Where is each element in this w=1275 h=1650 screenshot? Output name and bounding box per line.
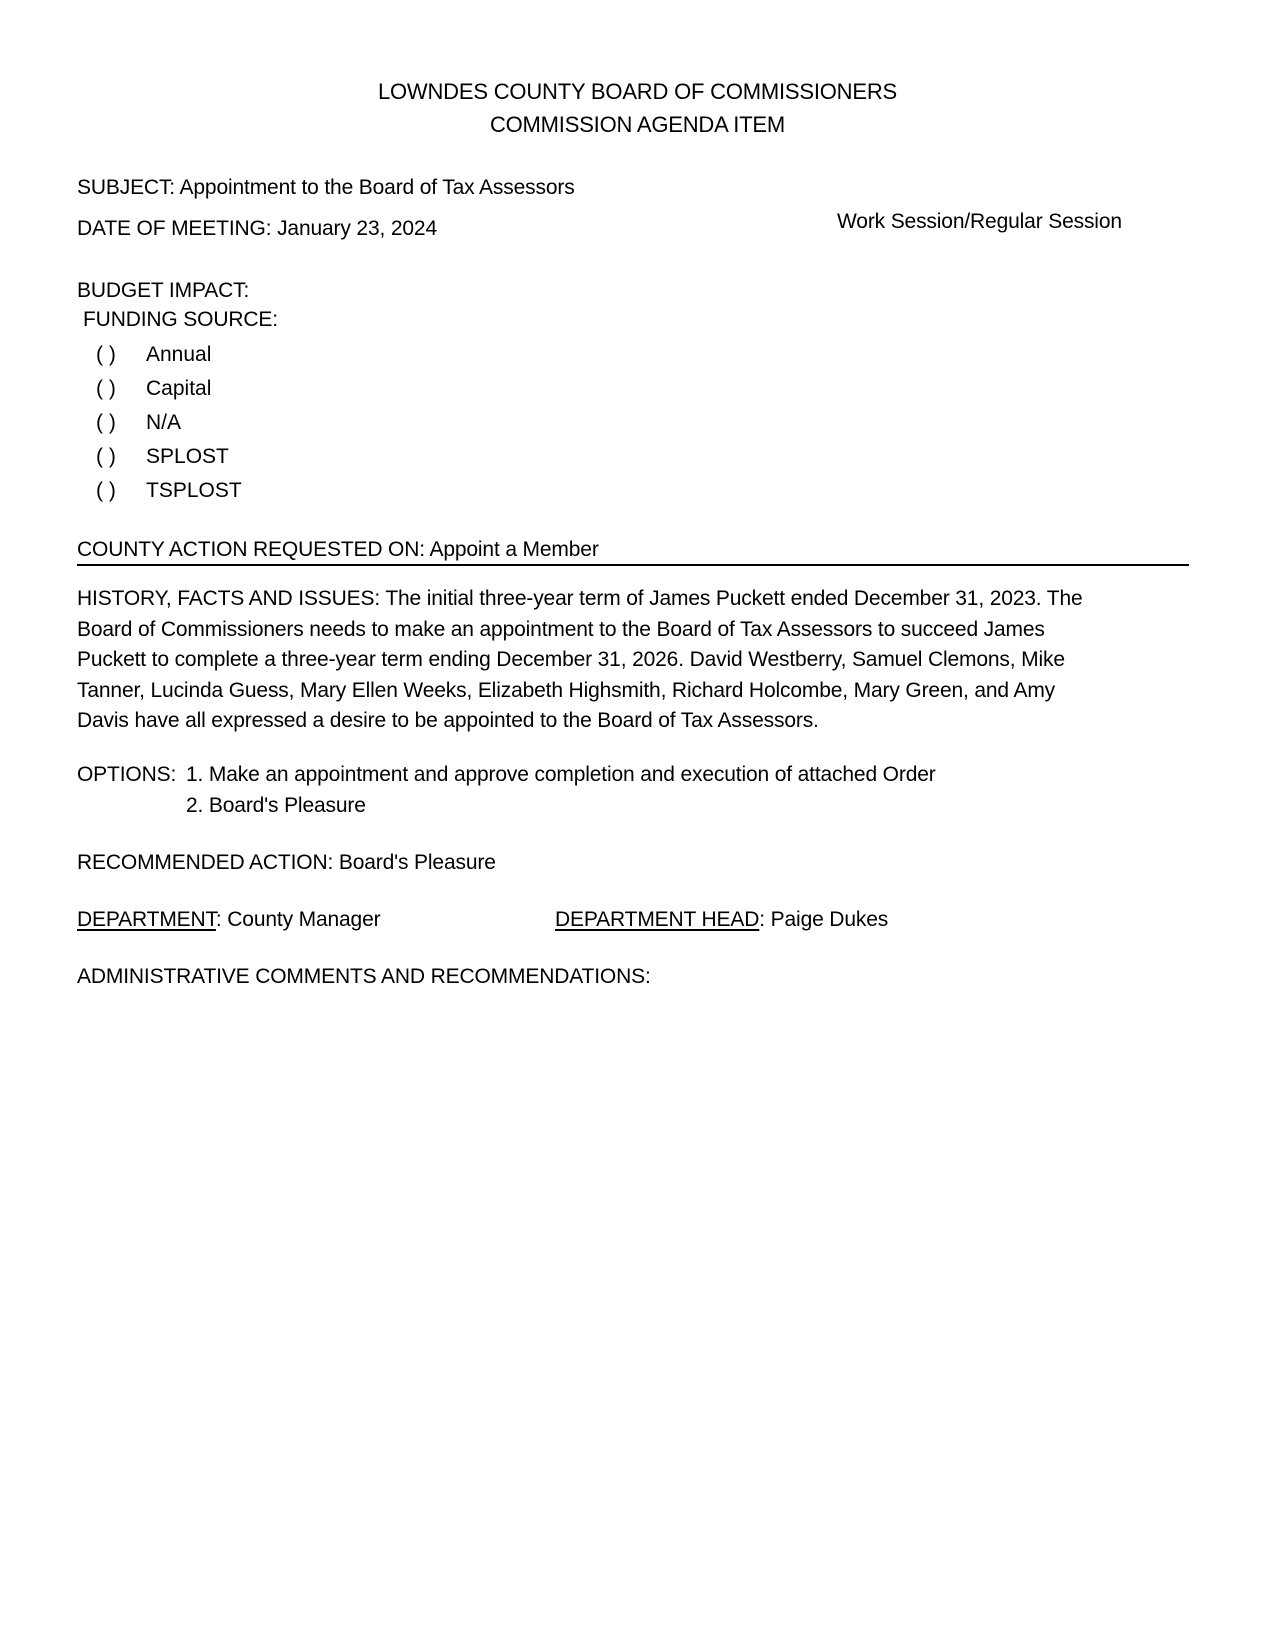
funding-option-label: Capital (146, 377, 212, 400)
meeting-date-row (77, 218, 437, 239)
subject-row (77, 177, 575, 198)
subject-value: Appointment to the Board of Tax Assessors (179, 176, 575, 199)
history-facts-issues (77, 584, 1192, 737)
checkbox-icon[interactable]: ( ) (96, 411, 116, 434)
funding-option-label: N/A (146, 411, 182, 434)
funding-option-label: TSPLOST (146, 479, 242, 502)
header-document-type: COMMISSION AGENDA ITEM (489, 112, 786, 137)
recommended-action-value: Board's Pleasure (338, 851, 496, 874)
department-row (77, 909, 380, 930)
history-line: HISTORY, FACTS AND ISSUES: The initial three-year term of James Puckett ended December 31, 2023. The (77, 587, 1083, 610)
department-value: : County Manager (215, 908, 381, 931)
checkbox-icon[interactable]: ( ) (96, 377, 116, 400)
department-head-label: DEPARTMENT HEAD (555, 908, 760, 931)
funding-source-label: FUNDING SOURCE: (83, 308, 278, 331)
header-organization: LOWNDES COUNTY BOARD OF COMMISSIONERS (377, 79, 898, 104)
meeting-date-label: DATE OF MEETING: (77, 217, 272, 240)
admin-comments-label: ADMINISTRATIVE COMMENTS AND RECOMMENDATIONS: (77, 965, 651, 988)
county-action-value: Appoint a Member (429, 538, 599, 561)
history-line: Davis have all expressed a desire to be appointed to the Board of Tax Assessors. (77, 709, 819, 732)
department-head-row (555, 909, 888, 930)
budget-impact-label: BUDGET IMPACT: (77, 279, 250, 302)
funding-option-label: Annual (146, 343, 212, 366)
checkbox-icon[interactable]: ( ) (96, 479, 116, 502)
session-type: Work Session/Regular Session (837, 210, 1122, 233)
history-line: Board of Commissioners needs to make an appointment to the Board of Tax Assessors to succeed James (77, 617, 1045, 641)
department-label: DEPARTMENT (77, 908, 216, 931)
county-action-label: COUNTY ACTION REQUESTED ON: (77, 538, 425, 561)
section-divider (77, 564, 1189, 566)
subject-label: SUBJECT: (77, 176, 175, 199)
department-head-value: : Paige Dukes (759, 908, 889, 931)
recommended-action-row (77, 852, 496, 873)
option-item-2: 2. Board's Pleasure (186, 794, 366, 817)
checkbox-icon[interactable]: ( ) (96, 343, 116, 366)
history-line: Tanner, Lucinda Guess, Mary Ellen Weeks, Elizabeth Highsmith, Richard Holcombe, Mary Green, and Amy (77, 678, 1056, 702)
recommended-action-label: RECOMMENDED ACTION: (77, 851, 334, 874)
history-line: Puckett to complete a three-year term ending December 31, 2026. David Westberry, Samuel Clemons, Mike (77, 648, 1065, 671)
option-item-1: 1. Make an appointment and approve completion and execution of attached Order (186, 763, 936, 786)
meeting-date-value: January 23, 2024 (277, 217, 437, 240)
funding-option-label: SPLOST (146, 445, 229, 468)
options-label: OPTIONS: (77, 763, 177, 786)
county-action-row (77, 539, 599, 560)
checkbox-icon[interactable]: ( ) (96, 445, 116, 468)
